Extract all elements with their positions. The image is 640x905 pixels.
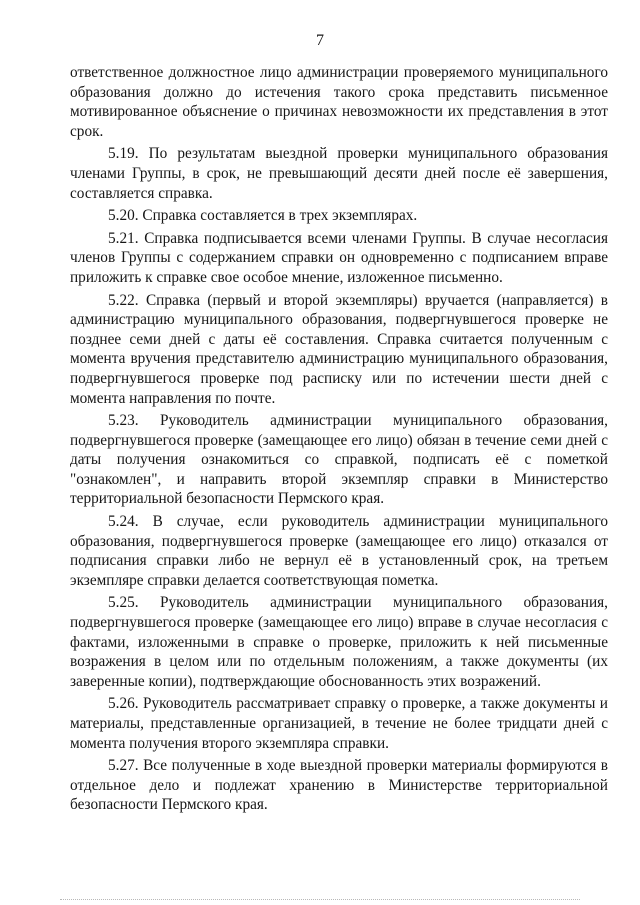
bottom-edge-divider: [60, 899, 580, 900]
paragraph-5-24: 5.24. В случае, если руководитель администрации муниципального образования, подвергнувшегося проверке (замещающее его лицо) отказался от подписания справки либо не вернул её в установленный срок, на третьем экземпляре справки делается соответствующая пометка.: [70, 513, 608, 589]
page-number: 7: [316, 32, 324, 49]
paragraph-5-26: 5.26. Руководитель рассматривает справку о проверке, а также документы и материалы, представленные организацией, в течение не более тридцати дней с момента получения второго экземпляра справки.: [70, 695, 608, 752]
paragraph-5-19: 5.19. По результатам выездной проверки муниципального образования членами Группы, в срок, не превышающий десяти дней после её завершения, составляется справка.: [70, 145, 608, 202]
paragraph-5-20: 5.20. Справка составляется в трех экземплярах.: [108, 207, 418, 225]
paragraph-5-23: 5.23. Руководитель администрации муниципального образования, подвергнувшегося проверке (замещающее его лицо) обязан в течение семи дней с даты получения ознакомиться со справкой, подписать её с пометкой "ознакомлен", и направить второй экземпляр справки в Министерство территориальной безопасности Пермского края.: [70, 412, 608, 508]
paragraph-5-21: 5.21. Справка подписывается всеми членами Группы. В случае несогласия членов Группы с содержанием справки он одновременно с подписанием вправе приложить к справке свое особое мнение, изложенное письменно.: [70, 229, 608, 286]
paragraph-5-22: 5.22. Справка (первый и второй экземпляры) вручается (направляется) в администрацию муниципального образования, подвергнувшегося проверке не позднее семи дней с даты её составления. Справка считается полученным с момента вручения представителю администрацию муниципального образования, подвергнувшегося проверке под расписку или по истечении шести дней с момента направления по почте.: [70, 291, 608, 407]
paragraph-5-25: 5.25. Руководитель администрации муниципального образования, подвергнувшегося проверке (замещающее его лицо) вправе в случае несогласия с фактами, изложенными в справке о проверке, приложить к ней письменные возражения в целом или по отдельным положениям, а также документы (их заверенные копии), подтверждающие обоснованность этих возражений.: [70, 594, 608, 690]
document-body: [70, 63, 608, 818]
paragraph-continuation: ответственное должностное лицо администрации проверяемого муниципального образования должно до истечения такого срока представить письменное мотивированное объяснение о причинах невозможности их представления в этот срок.: [70, 64, 608, 140]
paragraph-5-27: 5.27. Все полученные в ходе выездной проверки материалы формируются в отдельное дело и подлежат хранению в Министерстве территориальной безопасности Пермского края.: [70, 757, 608, 814]
